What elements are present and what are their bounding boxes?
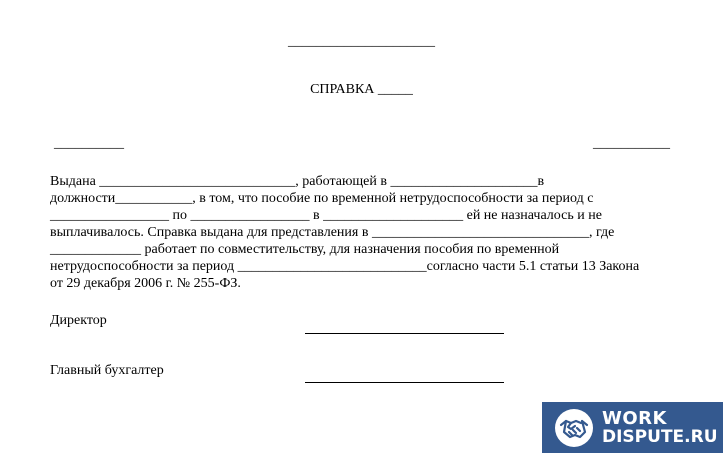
watermark-line2: DISPUTE.RU bbox=[602, 426, 718, 447]
header-blank: _____________________ bbox=[288, 34, 435, 49]
watermark-text bbox=[602, 409, 718, 447]
watermark-badge bbox=[542, 402, 723, 453]
body-line: должности___________, в том, что пособие по временной нетрудоспособности за период с bbox=[50, 191, 594, 206]
body-line: выплачивалось. Справка выдана для представления в _______________________________, где bbox=[50, 225, 615, 240]
director-signature-line bbox=[305, 333, 504, 334]
chief-accountant-label: Главный бухгалтер bbox=[50, 363, 164, 378]
right-blank: ___________ bbox=[593, 136, 670, 151]
body-line: от 29 декабря 2006 г. № 255-ФЗ. bbox=[50, 276, 241, 291]
watermark-line1: WORK bbox=[602, 407, 667, 429]
director-label: Директор bbox=[50, 313, 107, 328]
document-title: СПРАВКА _____ bbox=[310, 82, 413, 97]
body-line: _________________ по _________________ в ____________________ ей не назначалось и не bbox=[50, 208, 602, 223]
body-line: _____________ работает по совместительству, для назначения пособия по временной bbox=[50, 242, 560, 257]
body-line: Выдана ____________________________, работающей в _____________________в bbox=[50, 174, 545, 189]
chief-accountant-signature-line bbox=[305, 382, 504, 383]
left-blank: __________ bbox=[54, 136, 124, 151]
handshake-icon bbox=[554, 408, 594, 448]
body-line: нетрудоспособности за период ___________________________согласно части 5.1 статьи 13 Закона bbox=[50, 259, 640, 274]
